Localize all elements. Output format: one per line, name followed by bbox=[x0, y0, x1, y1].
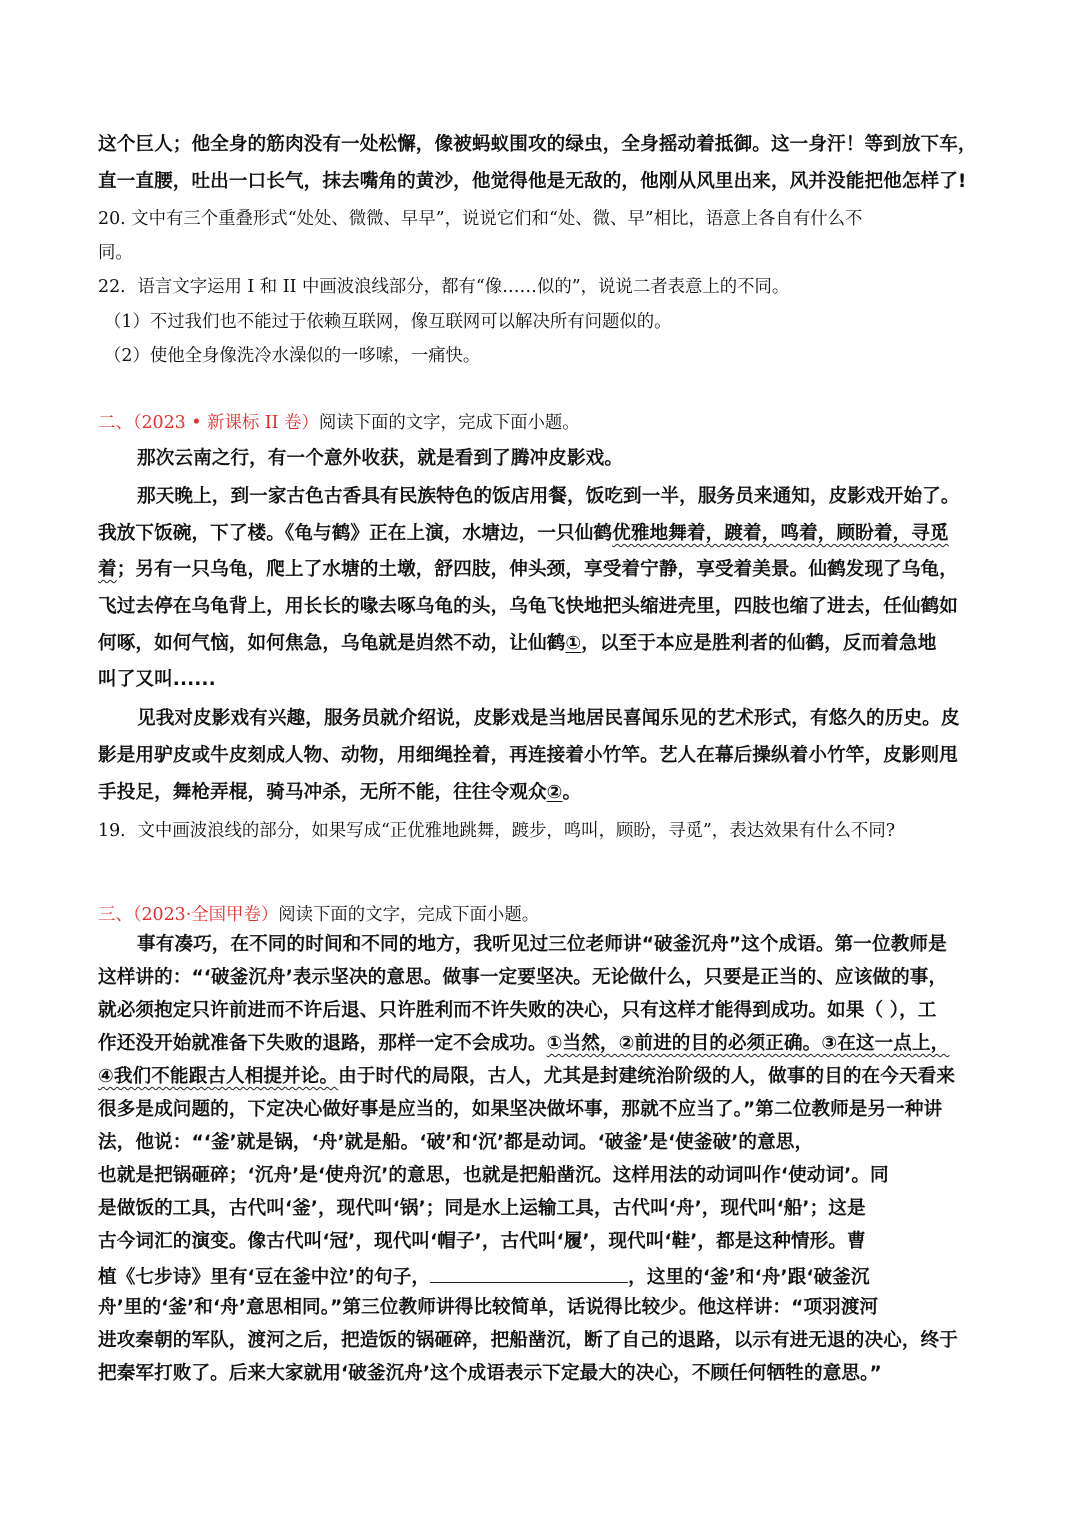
wavy-underlined-text: ④我们不能跟古人相提并论。 bbox=[98, 1066, 339, 1087]
section-3-line-13: 进攻秦朝的军队，渡河之后，把造饭的锅砸碎，把船凿沉，断了自己的退路，以示有进无退的决心，终于 bbox=[98, 1330, 958, 1351]
section-2-paragraph-2-line-4: 飞过去停在乌龟背上，用长长的喙去啄乌龟的头，乌龟飞快地把头缩进壳里，四肢也缩了进去，任仙鹤如 bbox=[98, 596, 958, 617]
section-3-instruction: 阅读下面的文字，完成下面小题。 bbox=[278, 905, 540, 925]
blank-1-marker: ① bbox=[565, 633, 582, 654]
section-3-line-11 bbox=[98, 1262, 982, 1290]
text-segment: ；另有一只乌龟，爬上了水塘的土墩，舒四肢，伸头颈，享受着宁静，享受着美景。仙鹤发现了乌龟， bbox=[116, 559, 958, 580]
section-3-line-12: 舟’里的‘釜’和‘舟’意思相同。”第三位教师讲得比较简单，话说得比较少。他这样讲：“项羽渡河 bbox=[98, 1297, 879, 1318]
text-segment: 我放下饭碗，下了楼。《龟与鹤》正在上演，水塘边，一只仙鹤 bbox=[98, 523, 613, 544]
section-3-line-7: 法，他说：“‘釜’就是锅，‘舟’就是船。‘破’和‘沉’都是动词。‘破釜’是‘使釜破’的意思， bbox=[98, 1132, 814, 1153]
section-2-paragraph-3-line-1: 见我对皮影戏有兴趣，服务员就介绍说，皮影戏是当地居民喜闻乐见的艺术形式，有悠久的历史。皮 bbox=[137, 708, 960, 729]
text-segment: ，以至于本应是胜利者的仙鹤，反而着急地 bbox=[581, 633, 937, 654]
section-2-paragraph-2-line-1: 那天晚上，到一家古色古香具有民族特色的饭店用餐，饭吃到一半，服务员来通知，皮影戏开始了。 bbox=[137, 486, 960, 507]
section-3-line-3: 就必须抱定只许前进而不许后退、只许胜利而不许失败的决心，只有这样才能得到成功。如果（ ），工 bbox=[98, 1000, 937, 1021]
section-2-paragraph-2-line-5 bbox=[98, 631, 982, 659]
text-segment: 植《七步诗》里有‘豆在釜中泣’的句子， bbox=[98, 1267, 431, 1288]
section-2-heading bbox=[98, 410, 982, 438]
question-22-item-1: （1）不过我们也不能过于依赖互联网，像互联网可以解决所有问题似的。 bbox=[104, 312, 672, 332]
text-segment: ，这里的‘釜’和‘舟’跟‘破釜沉 bbox=[628, 1267, 870, 1288]
section-3-heading bbox=[98, 902, 982, 930]
text-segment: 由于时代的局限，古人，尤其是封建统治阶级的人，做事的目的在今天看来 bbox=[338, 1066, 956, 1087]
text-segment: 作还没开始就准备下失败的退路，那样一定不会成功。 bbox=[98, 1033, 547, 1054]
section-2-paragraph-3-line-2: 影是用驴皮或牛皮刻成人物、动物，用细绳拴着，再连接着小竹竿。艺人在幕后操纵着小竹竿，皮影则甩 bbox=[98, 745, 958, 766]
intro-line-1: 这个巨人；他全身的筋肉没有一处松懈，像被蚂蚁围攻的绿虫，全身摇动着抵御。这一身汗！等到放下车， bbox=[98, 134, 977, 155]
section-3-line-5 bbox=[98, 1064, 982, 1092]
wavy-underlined-text: ①当然，②前进的目的必须正确。③在这一点上， bbox=[546, 1033, 950, 1054]
section-3-line-9: 是做饭的工具，古代叫‘釜’，现代叫‘锅’；同是水上运输工具，古代叫‘舟’，现代叫‘船’；这是 bbox=[98, 1198, 866, 1219]
question-22-item-2: （2）使他全身像洗冷水澡似的一哆嗦，一痛快。 bbox=[104, 346, 481, 366]
text-segment: 何啄，如何气恼，如何焦急，乌龟就是岿然不动，让仙鹤 bbox=[98, 633, 566, 654]
wavy-underlined-text: 着 bbox=[98, 559, 117, 580]
section-3-line-2: 这样讲的：“‘破釜沉舟’表示坚决的意思。做事一定要坚决。无论做什么，只要是正当的、应该做的事， bbox=[98, 967, 948, 988]
section-3-line-6: 很多是成问题的，下定决心做好事是应当的，如果坚决做坏事，那就不应当了。”第二位教师是另一种讲 bbox=[98, 1099, 943, 1120]
text-segment: 手投足，舞枪弄棍，骑马冲杀，无所不能，往往令观众 bbox=[98, 782, 547, 803]
section-3-line-4 bbox=[98, 1031, 982, 1059]
question-20-line-1: 20. 文中有三个重叠形式“处处、微微、早早”，说说它们和“处、微、早”相比，语意上各自有什么不 bbox=[98, 209, 863, 229]
question-22: 22．语言文字运用 I 和 II 中画波浪线部分，都有“像……似的”，说说二者表意上的不同。 bbox=[98, 277, 790, 297]
section-2-paragraph-1: 那次云南之行，有一个意外收获，就是看到了腾冲皮影戏。 bbox=[137, 448, 624, 469]
section-2-instruction: 阅读下面的文字，完成下面小题。 bbox=[318, 413, 580, 433]
blank-2-marker: ② bbox=[546, 782, 563, 803]
section-3-line-1: 事有凑巧，在不同的时间和不同的地方，我听见过三位老师讲“破釜沉舟”这个成语。第一位教师是 bbox=[137, 934, 947, 955]
section-2-paragraph-2-line-2 bbox=[98, 521, 982, 549]
section-2-source: （2023 • 新课标 II 卷） bbox=[132, 413, 319, 433]
section-2-paragraph-2-line-6: 叫了又叫...... bbox=[98, 669, 216, 690]
question-19: 19．文中画波浪线的部分，如果写成“正优雅地跳舞，踱步，鸣叫，顾盼，寻觅”，表达效果有什么不同? bbox=[98, 821, 896, 841]
section-3-line-8: 也就是把锅砸碎；‘沉舟’是‘使舟沉’的意思，也就是把船凿沉。这样用法的动词叫作‘使动词’。同 bbox=[98, 1165, 889, 1186]
section-3-line-14: 把秦军打败了。后来大家就用‘破釜沉舟’这个成语表示下定最大的决心，不顾任何牺牲的意思。” bbox=[98, 1363, 882, 1384]
intro-line-2: 直一直腰，吐出一口长气，抹去嘴角的黄沙，他觉得他是无敌的，他刚从风里出来，风并没能把他怎样了! bbox=[98, 171, 967, 192]
question-20-line-2: 同。 bbox=[98, 243, 133, 263]
section-3-number: 三、 bbox=[98, 905, 133, 925]
section-2-paragraph-3-line-3 bbox=[98, 780, 982, 808]
section-2-paragraph-2-line-3 bbox=[98, 557, 982, 585]
section-3-source: （2023·全国甲卷） bbox=[132, 905, 279, 925]
wavy-underlined-text: 优雅地舞着，踱着，鸣着，顾盼着，寻觅 bbox=[612, 523, 949, 544]
section-3-line-10: 古今词汇的演变。像古代叫‘冠’，现代叫‘帽子’，古代叫‘履’，现代叫‘鞋’，都是这种情形。曹 bbox=[98, 1231, 866, 1252]
fill-in-blank bbox=[430, 1262, 628, 1283]
section-2-number: 二、 bbox=[98, 413, 133, 433]
text-segment: 。 bbox=[562, 782, 582, 803]
